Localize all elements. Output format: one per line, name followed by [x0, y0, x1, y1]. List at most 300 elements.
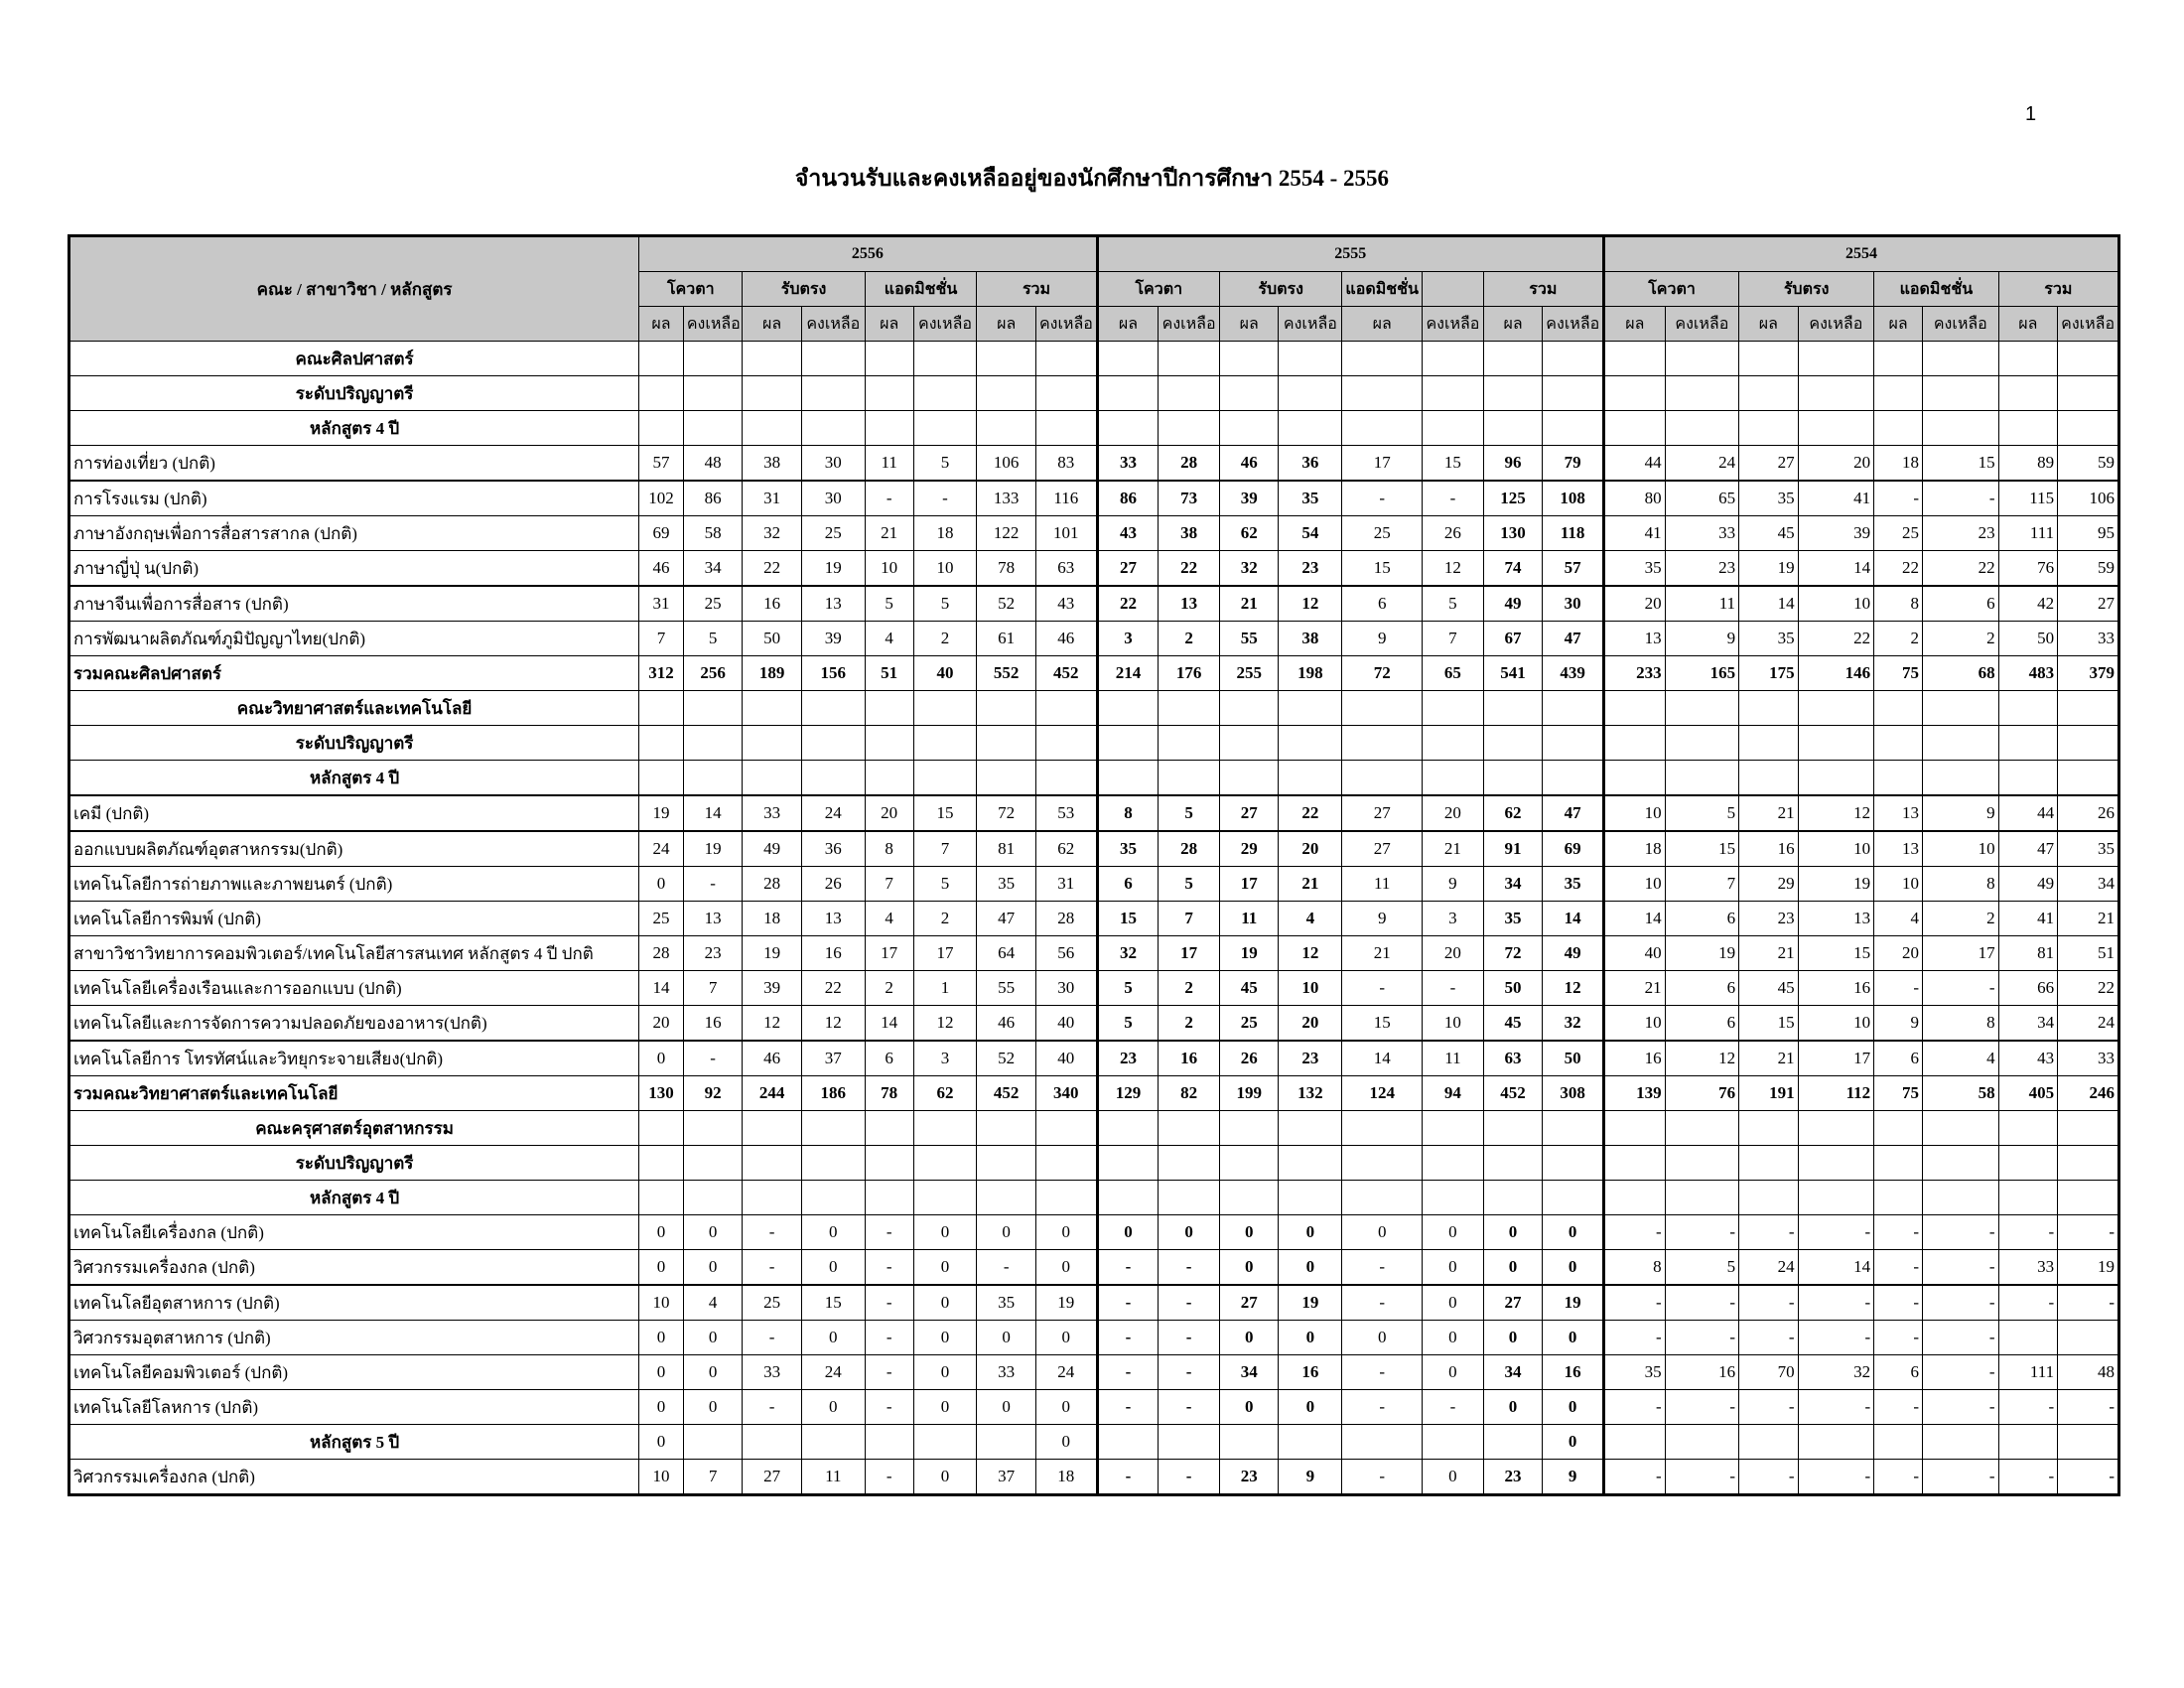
table-cell: 3: [1423, 902, 1484, 936]
table-cell: [865, 1111, 913, 1146]
table-cell: 20: [1798, 446, 1874, 482]
table-cell: 17: [1923, 936, 1999, 971]
table-cell: -: [865, 1355, 913, 1390]
table-cell: [743, 691, 802, 726]
table-cell: 47: [977, 902, 1036, 936]
table-cell: -: [865, 1321, 913, 1355]
section-row: [69, 726, 2119, 761]
table-cell: 340: [1035, 1076, 1097, 1111]
table-cell: 13: [683, 902, 743, 936]
table-cell: 12: [1665, 1041, 1738, 1076]
table-cell: -: [1097, 1390, 1159, 1425]
table-cell: -: [1923, 481, 1999, 516]
table-cell: 46: [743, 1041, 802, 1076]
table-cell: 19: [801, 551, 865, 587]
table-cell: 55: [977, 971, 1036, 1006]
table-cell: [1483, 1181, 1543, 1215]
table-cell: 0: [1279, 1250, 1342, 1286]
row-label: รวมคณะวิทยาศาสตร์และเทคโนโลยี: [69, 1076, 639, 1111]
table-cell: 15: [801, 1285, 865, 1321]
table-cell: 129: [1097, 1076, 1159, 1111]
table-cell: 67: [1483, 622, 1543, 656]
table-cell: 27: [2058, 586, 2119, 622]
table-cell: 35: [1279, 481, 1342, 516]
table-cell: 2: [1159, 622, 1220, 656]
table-cell: 256: [683, 656, 743, 691]
table-cell: -: [1998, 1460, 2058, 1495]
table-cell: [1798, 376, 1874, 411]
table-cell: 32: [743, 516, 802, 551]
table-cell: 29: [1219, 831, 1279, 867]
table-cell: 0: [1219, 1215, 1279, 1250]
table-cell: [801, 411, 865, 446]
table-cell: 73: [1159, 481, 1220, 516]
table-cell: 35: [1603, 1355, 1665, 1390]
table-row: [69, 831, 2119, 867]
table-cell: 15: [1739, 1006, 1799, 1042]
table-cell: 50: [1998, 622, 2058, 656]
table-cell: [1219, 1425, 1279, 1460]
table-cell: 23: [1279, 551, 1342, 587]
table-cell: [1279, 376, 1342, 411]
table-cell: 32: [1798, 1355, 1874, 1390]
table-cell: -: [1603, 1460, 1665, 1495]
table-cell: 69: [639, 516, 684, 551]
table-cell: 12: [1543, 971, 1604, 1006]
table-cell: [1923, 1181, 1999, 1215]
table-cell: 101: [1035, 516, 1097, 551]
table-cell: 64: [977, 936, 1036, 971]
table-cell: [801, 1181, 865, 1215]
table-cell: [1342, 1425, 1423, 1460]
row-label: ภาษาญี่ปุ่ น(ปกติ): [69, 551, 639, 587]
table-cell: -: [1998, 1390, 2058, 1425]
table-cell: 8: [1874, 586, 1923, 622]
table-cell: [1998, 342, 2058, 376]
table-cell: [1483, 1111, 1543, 1146]
table-cell: 22: [2058, 971, 2119, 1006]
table-cell: 22: [743, 551, 802, 587]
table-cell: 59: [2058, 551, 2119, 587]
table-cell: 14: [865, 1006, 913, 1042]
table-cell: [2058, 726, 2119, 761]
table-cell: 452: [977, 1076, 1036, 1111]
table-cell: 33: [1998, 1250, 2058, 1286]
table-cell: 25: [639, 902, 684, 936]
table-cell: 46: [1035, 622, 1097, 656]
table-cell: 51: [2058, 936, 2119, 971]
table-cell: 39: [801, 622, 865, 656]
table-cell: -: [2058, 1285, 2119, 1321]
remaining-header: คงเหลือ: [1665, 307, 1738, 342]
table-cell: [1739, 726, 1799, 761]
group-header-2554-total: รวม: [1998, 272, 2118, 307]
table-cell: -: [1923, 1460, 1999, 1495]
table-cell: [1342, 376, 1423, 411]
page-number: 1: [2025, 103, 2037, 125]
table-cell: 0: [1483, 1321, 1543, 1355]
table-cell: 23: [1219, 1460, 1279, 1495]
table-cell: -: [1739, 1321, 1799, 1355]
table-cell: 35: [1603, 551, 1665, 587]
table-cell: 82: [1159, 1076, 1220, 1111]
table-cell: 14: [1798, 1250, 1874, 1286]
table-cell: [1035, 1146, 1097, 1181]
result-header: ผล: [1219, 307, 1279, 342]
table-cell: 76: [1998, 551, 2058, 587]
table-cell: [1739, 761, 1799, 796]
table-cell: -: [1874, 1460, 1923, 1495]
table-cell: [1543, 342, 1604, 376]
table-cell: 0: [977, 1215, 1036, 1250]
table-cell: 27: [1219, 1285, 1279, 1321]
table-cell: 70: [1739, 1355, 1799, 1390]
table-cell: 8: [1923, 1006, 1999, 1042]
table-cell: 16: [1543, 1355, 1604, 1390]
table-cell: 35: [2058, 831, 2119, 867]
table-cell: [1874, 691, 1923, 726]
table-cell: [1665, 342, 1738, 376]
table-cell: 4: [865, 902, 913, 936]
table-cell: 23: [1483, 1460, 1543, 1495]
table-cell: 0: [1483, 1390, 1543, 1425]
table-cell: 21: [2058, 902, 2119, 936]
table-cell: 139: [1603, 1076, 1665, 1111]
table-cell: 0: [1035, 1321, 1097, 1355]
table-cell: 26: [2058, 795, 2119, 831]
table-cell: 132: [1279, 1076, 1342, 1111]
table-cell: [1923, 761, 1999, 796]
table-cell: 108: [1543, 481, 1604, 516]
table-cell: 146: [1798, 656, 1874, 691]
table-cell: 38: [743, 446, 802, 482]
table-cell: 439: [1543, 656, 1604, 691]
table-cell: 17: [913, 936, 977, 971]
table-row: [69, 1006, 2119, 1042]
table-cell: [1998, 1321, 2058, 1355]
table-cell: [1483, 691, 1543, 726]
table-cell: 2: [1874, 622, 1923, 656]
table-cell: [913, 1146, 977, 1181]
table-cell: 57: [639, 446, 684, 482]
table-cell: 78: [865, 1076, 913, 1111]
table-cell: 2: [1159, 971, 1220, 1006]
row-label: เทคโนโลยีคอมพิวเตอร์ (ปกติ): [69, 1355, 639, 1390]
table-cell: 6: [865, 1041, 913, 1076]
table-cell: 10: [1798, 831, 1874, 867]
table-cell: 14: [639, 971, 684, 1006]
table-cell: 9: [1342, 902, 1423, 936]
table-cell: [1159, 342, 1220, 376]
table-cell: [1159, 1111, 1220, 1146]
table-cell: -: [2058, 1390, 2119, 1425]
table-cell: [1998, 376, 2058, 411]
table-cell: 21: [1739, 936, 1799, 971]
table-row: [69, 481, 2119, 516]
table-cell: [865, 1181, 913, 1215]
table-cell: 23: [1279, 1041, 1342, 1076]
table-cell: [639, 1111, 684, 1146]
table-cell: 9: [1543, 1460, 1604, 1495]
section-row: [69, 691, 2119, 726]
table-cell: [865, 726, 913, 761]
table-cell: [977, 691, 1036, 726]
table-cell: 33: [977, 1355, 1036, 1390]
table-cell: [639, 726, 684, 761]
table-cell: 312: [639, 656, 684, 691]
table-cell: 16: [1279, 1355, 1342, 1390]
table-cell: 55: [1219, 622, 1279, 656]
table-cell: [1739, 1146, 1799, 1181]
table-cell: 102: [639, 481, 684, 516]
table-cell: [1603, 1181, 1665, 1215]
table-cell: 24: [1739, 1250, 1799, 1286]
table-cell: 198: [1279, 656, 1342, 691]
table-cell: 0: [1543, 1250, 1604, 1286]
table-cell: 10: [913, 551, 977, 587]
table-cell: -: [743, 1321, 802, 1355]
table-cell: [1543, 691, 1604, 726]
table-cell: 40: [1035, 1041, 1097, 1076]
section-row: [69, 1111, 2119, 1146]
table-cell: [1483, 376, 1543, 411]
table-cell: 22: [1159, 551, 1220, 587]
table-cell: 111: [1998, 1355, 2058, 1390]
table-row: [69, 1215, 2119, 1250]
table-cell: [977, 761, 1036, 796]
table-cell: [1423, 1146, 1484, 1181]
table-cell: 13: [1798, 902, 1874, 936]
table-cell: [865, 691, 913, 726]
table-cell: -: [1423, 971, 1484, 1006]
table-cell: 4: [683, 1285, 743, 1321]
table-cell: [2058, 411, 2119, 446]
table-cell: 32: [1543, 1006, 1604, 1042]
table-cell: -: [1097, 1250, 1159, 1286]
table-cell: [1159, 691, 1220, 726]
table-cell: 48: [683, 446, 743, 482]
table-cell: [1603, 761, 1665, 796]
table-cell: 124: [1342, 1076, 1423, 1111]
table-cell: [1423, 761, 1484, 796]
table-cell: [1603, 691, 1665, 726]
table-cell: -: [1159, 1390, 1220, 1425]
table-cell: 6: [1342, 586, 1423, 622]
remaining-header: คงเหลือ: [1798, 307, 1874, 342]
table-cell: [1279, 691, 1342, 726]
table-cell: 76: [1665, 1076, 1738, 1111]
table-cell: 214: [1097, 656, 1159, 691]
table-cell: 8: [1097, 795, 1159, 831]
table-cell: -: [1798, 1460, 1874, 1495]
table-cell: 0: [913, 1215, 977, 1250]
table-cell: 0: [1483, 1215, 1543, 1250]
table-cell: 0: [1035, 1250, 1097, 1286]
table-cell: 18: [913, 516, 977, 551]
table-cell: -: [1798, 1390, 1874, 1425]
table-cell: 27: [1097, 551, 1159, 587]
table-cell: 20: [1423, 936, 1484, 971]
table-cell: 116: [1035, 481, 1097, 516]
table-header: [69, 236, 2119, 342]
table-cell: 35: [1543, 867, 1604, 902]
table-cell: -: [913, 481, 977, 516]
result-header: ผล: [743, 307, 802, 342]
table-cell: 122: [977, 516, 1036, 551]
table-cell: -: [1097, 1460, 1159, 1495]
table-cell: 65: [1423, 656, 1484, 691]
table-cell: 106: [977, 446, 1036, 482]
table-cell: [1159, 726, 1220, 761]
table-cell: 11: [1665, 586, 1738, 622]
table-cell: [1342, 761, 1423, 796]
table-cell: 15: [1097, 902, 1159, 936]
table-cell: -: [865, 1215, 913, 1250]
table-cell: 10: [1603, 867, 1665, 902]
table-cell: 24: [801, 1355, 865, 1390]
table-cell: 36: [801, 831, 865, 867]
table-cell: 66: [1998, 971, 2058, 1006]
table-cell: 33: [2058, 1041, 2119, 1076]
table-cell: [1342, 411, 1423, 446]
row-label: รวมคณะศิลปศาสตร์: [69, 656, 639, 691]
table-cell: [1739, 411, 1799, 446]
table-cell: 176: [1159, 656, 1220, 691]
table-cell: 56: [1035, 936, 1097, 971]
table-cell: 6: [1665, 902, 1738, 936]
table-cell: 22: [1923, 551, 1999, 587]
table-cell: 25: [1342, 516, 1423, 551]
table-cell: 27: [1219, 795, 1279, 831]
table-cell: -: [1923, 1390, 1999, 1425]
table-cell: [1798, 342, 1874, 376]
table-cell: -: [1603, 1215, 1665, 1250]
table-cell: 38: [1159, 516, 1220, 551]
table-cell: 22: [1097, 586, 1159, 622]
table-cell: [1279, 1146, 1342, 1181]
table-cell: 186: [801, 1076, 865, 1111]
table-cell: 74: [1483, 551, 1543, 587]
table-cell: [1543, 761, 1604, 796]
section-row: [69, 342, 2119, 376]
table-cell: 5: [913, 446, 977, 482]
table-row: [69, 1250, 2119, 1286]
table-cell: 0: [1423, 1355, 1484, 1390]
table-cell: -: [1665, 1390, 1738, 1425]
table-cell: 28: [743, 867, 802, 902]
table-body: [69, 342, 2119, 1495]
table-cell: 34: [1483, 867, 1543, 902]
table-cell: -: [1097, 1321, 1159, 1355]
table-cell: 30: [801, 481, 865, 516]
table-cell: 5: [1159, 867, 1220, 902]
table-cell: -: [865, 481, 913, 516]
row-label: หลักสูตร 5 ปี: [69, 1425, 639, 1460]
table-cell: 27: [1342, 795, 1423, 831]
table-cell: [865, 761, 913, 796]
table-cell: [743, 411, 802, 446]
table-cell: 112: [1798, 1076, 1874, 1111]
remaining-header: คงเหลือ: [1543, 307, 1604, 342]
table-cell: 39: [1798, 516, 1874, 551]
table-cell: 15: [1342, 1006, 1423, 1042]
table-cell: -: [1739, 1215, 1799, 1250]
table-cell: 13: [1603, 622, 1665, 656]
table-cell: 5: [683, 622, 743, 656]
table-cell: 8: [1923, 867, 1999, 902]
table-cell: [1159, 761, 1220, 796]
table-cell: 20: [1603, 586, 1665, 622]
table-cell: -: [1798, 1215, 1874, 1250]
table-cell: 15: [913, 795, 977, 831]
table-cell: -: [2058, 1215, 2119, 1250]
table-cell: [1159, 1146, 1220, 1181]
result-header: ผล: [1603, 307, 1665, 342]
table-cell: [743, 342, 802, 376]
table-cell: 92: [683, 1076, 743, 1111]
table-cell: 14: [683, 795, 743, 831]
table-cell: [1483, 1425, 1543, 1460]
table-cell: 35: [977, 1285, 1036, 1321]
table-cell: [913, 761, 977, 796]
table-cell: 80: [1603, 481, 1665, 516]
table-cell: 61: [977, 622, 1036, 656]
result-header: ผล: [639, 307, 684, 342]
table-cell: 11: [1342, 867, 1423, 902]
table-cell: 4: [1279, 902, 1342, 936]
table-cell: 20: [1423, 795, 1484, 831]
table-cell: 24: [639, 831, 684, 867]
row-label: ออกแบบผลิตภัณฑ์อุตสาหกรรม(ปกติ): [69, 831, 639, 867]
table-cell: 2: [865, 971, 913, 1006]
table-cell: [801, 726, 865, 761]
row-label: หลักสูตร 4 ปี: [69, 411, 639, 446]
table-cell: [1874, 726, 1923, 761]
table-cell: 47: [1543, 622, 1604, 656]
row-label: สาขาวิชาวิทยาการคอมพิวเตอร์/เทคโนโลยีสารสนเทศ หลักสูตร 4 ปี ปกติ: [69, 936, 639, 971]
table-cell: [977, 1111, 1036, 1146]
table-cell: [1998, 761, 2058, 796]
table-cell: 15: [1342, 551, 1423, 587]
table-cell: [1923, 1146, 1999, 1181]
table-cell: -: [1159, 1285, 1220, 1321]
year-header-2555: 2555: [1097, 236, 1603, 272]
table-cell: [1097, 1146, 1159, 1181]
table-cell: [1543, 726, 1604, 761]
row-label: เทคโนโลยีอุตสาหการ (ปกติ): [69, 1285, 639, 1321]
table-cell: 0: [1279, 1390, 1342, 1425]
table-cell: [1219, 726, 1279, 761]
table-cell: 43: [1998, 1041, 2058, 1076]
group-header-2555-0: โควตา: [1097, 272, 1219, 307]
table-cell: 45: [1483, 1006, 1543, 1042]
table-cell: [1423, 691, 1484, 726]
row-label: ภาษาอังกฤษเพื่อการสื่อสารสากล (ปกติ): [69, 516, 639, 551]
table-cell: 10: [1423, 1006, 1484, 1042]
table-cell: 16: [683, 1006, 743, 1042]
table-cell: 20: [1279, 1006, 1342, 1042]
table-cell: [1998, 411, 2058, 446]
table-cell: 13: [1159, 586, 1220, 622]
table-cell: [1798, 691, 1874, 726]
table-cell: [1543, 1111, 1604, 1146]
table-cell: 0: [913, 1355, 977, 1390]
table-cell: 0: [801, 1215, 865, 1250]
table-row: [69, 1285, 2119, 1321]
table-cell: 75: [1874, 656, 1923, 691]
table-cell: 2: [913, 902, 977, 936]
table-cell: [1798, 1425, 1874, 1460]
